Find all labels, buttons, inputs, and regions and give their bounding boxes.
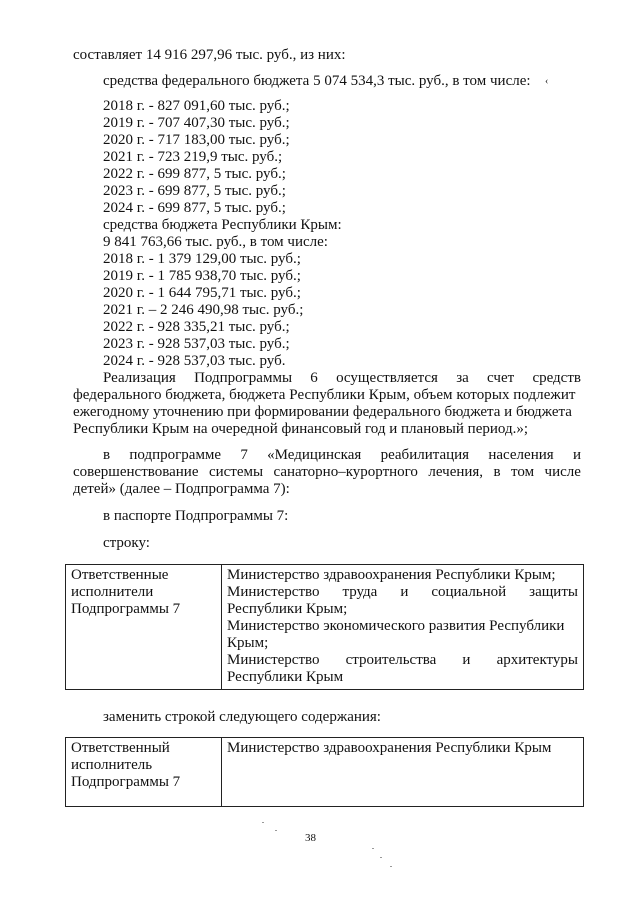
word: в xyxy=(493,464,501,480)
realization-line-4: Республики Крым на очередной финансовый год и плановый период.»; xyxy=(73,421,528,437)
federal-year-2024: 2024 г. - 699 877, 5 тыс. руб.; xyxy=(103,200,286,216)
word: труда xyxy=(342,584,378,600)
word: санаторно–курортного xyxy=(273,464,418,480)
word: и xyxy=(572,447,581,463)
sub7-line-1 xyxy=(103,447,581,464)
table-cell-label xyxy=(66,565,222,690)
word: счет xyxy=(487,370,515,386)
word: осуществляется xyxy=(336,370,438,386)
word: системы xyxy=(208,464,264,480)
label-line: Подпрограммы 7 xyxy=(71,774,181,790)
value-line: Министерство здравоохранения Республики Крым xyxy=(227,740,552,756)
sub7-line-3: детей» (далее – Подпрограмма 7): xyxy=(73,481,290,497)
sub7-line-2 xyxy=(73,464,581,481)
word: в xyxy=(103,447,111,463)
table-cell-label xyxy=(66,738,222,807)
crimea-year-2023: 2023 г. - 928 537,03 тыс. руб.; xyxy=(103,336,290,352)
word: лечения, xyxy=(428,464,484,480)
table-row xyxy=(66,738,584,807)
label-line: Ответственный xyxy=(71,740,170,756)
value-line: Министерство экономического развития Республики xyxy=(227,618,565,634)
realization-line-3: ежегодному уточнению при формировании федерального бюджета и бюджета xyxy=(73,404,572,420)
scan-speck xyxy=(390,866,392,867)
word: совершенствование xyxy=(73,464,199,480)
value-line: Министерство здравоохранения Республики Крым; xyxy=(227,567,556,583)
word: Министерство xyxy=(227,652,320,668)
value-line: Крым; xyxy=(227,635,269,651)
label-line: исполнитель xyxy=(71,757,153,773)
word: защиты xyxy=(529,584,578,600)
federal-year-2020: 2020 г. - 717 183,00 тыс. руб.; xyxy=(103,132,290,148)
crimea-year-2018: 2018 г. - 1 379 129,00 тыс. руб.; xyxy=(103,251,301,267)
page-number: 38 xyxy=(305,832,316,844)
federal-year-2018: 2018 г. - 827 091,60 тыс. руб.; xyxy=(103,98,290,114)
value-line xyxy=(227,652,578,669)
crimea-year-2021: 2021 г. – 2 246 490,98 тыс. руб.; xyxy=(103,302,304,318)
scan-mark: ‹ xyxy=(545,76,549,87)
intro-line: составляет 14 916 297,96 тыс. руб., из них: xyxy=(73,47,346,63)
crimea-total: 9 841 763,66 тыс. руб., в том числе: xyxy=(103,234,328,250)
federal-year-2022: 2022 г. - 699 877, 5 тыс. руб.; xyxy=(103,166,286,182)
new-executor-table xyxy=(65,737,584,807)
word: строительства xyxy=(345,652,437,668)
federal-year-2019: 2019 г. - 707 407,30 тыс. руб.; xyxy=(103,115,290,131)
label-line: Ответственные xyxy=(71,567,169,583)
crimea-year-2022: 2022 г. - 928 335,21 тыс. руб.; xyxy=(103,319,290,335)
federal-year-2023: 2023 г. - 699 877, 5 тыс. руб.; xyxy=(103,183,286,199)
crimea-heading: средства бюджета Республики Крым: xyxy=(103,217,342,233)
word: социальной xyxy=(431,584,507,600)
word: числе xyxy=(544,464,581,480)
realization-line-2: федерального бюджета, бюджета Республики Крым, объем которых подлежит xyxy=(73,387,576,403)
value-line xyxy=(227,584,578,601)
table-row xyxy=(66,565,584,690)
label-line: Подпрограммы 7 xyxy=(71,601,181,617)
word: архитектуры xyxy=(496,652,578,668)
word: населения xyxy=(488,447,554,463)
passport-line: в паспорте Подпрограммы 7: xyxy=(103,508,289,524)
scan-speck xyxy=(380,857,382,858)
scan-speck xyxy=(275,830,277,831)
crimea-year-2019: 2019 г. - 1 785 938,70 тыс. руб.; xyxy=(103,268,301,284)
word: и xyxy=(462,652,471,668)
word: реабилитация xyxy=(380,447,470,463)
scan-speck xyxy=(372,848,374,849)
crimea-year-2020: 2020 г. - 1 644 795,71 тыс. руб.; xyxy=(103,285,301,301)
word: средств xyxy=(532,370,581,386)
table-cell-value xyxy=(222,738,584,807)
word: и xyxy=(400,584,409,600)
label-line: исполнители xyxy=(71,584,154,600)
realization-line-1 xyxy=(103,370,581,387)
word: том xyxy=(511,464,535,480)
word: 6 xyxy=(310,370,318,386)
word: за xyxy=(456,370,469,386)
scan-speck xyxy=(262,822,264,823)
word: Реализация xyxy=(103,370,176,386)
federal-year-2021: 2021 г. - 723 219,9 тыс. руб.; xyxy=(103,149,283,165)
value-line: Республики Крым xyxy=(227,669,344,685)
crimea-year-2024: 2024 г. - 928 537,03 тыс. руб. xyxy=(103,353,286,369)
replace-label: заменить строкой следующего содержания: xyxy=(103,709,381,725)
word: Министерство xyxy=(227,584,320,600)
federal-heading: средства федерального бюджета 5 074 534,3 тыс. руб., в том числе: xyxy=(103,73,531,89)
word: Подпрограммы xyxy=(194,370,293,386)
word: «Медицинская xyxy=(267,447,362,463)
old-executors-table xyxy=(65,564,584,690)
table-cell-value xyxy=(222,565,584,690)
value-line: Республики Крым; xyxy=(227,601,348,617)
row-label: строку: xyxy=(103,535,150,551)
word: 7 xyxy=(240,447,248,463)
word: подпрограмме xyxy=(129,447,222,463)
